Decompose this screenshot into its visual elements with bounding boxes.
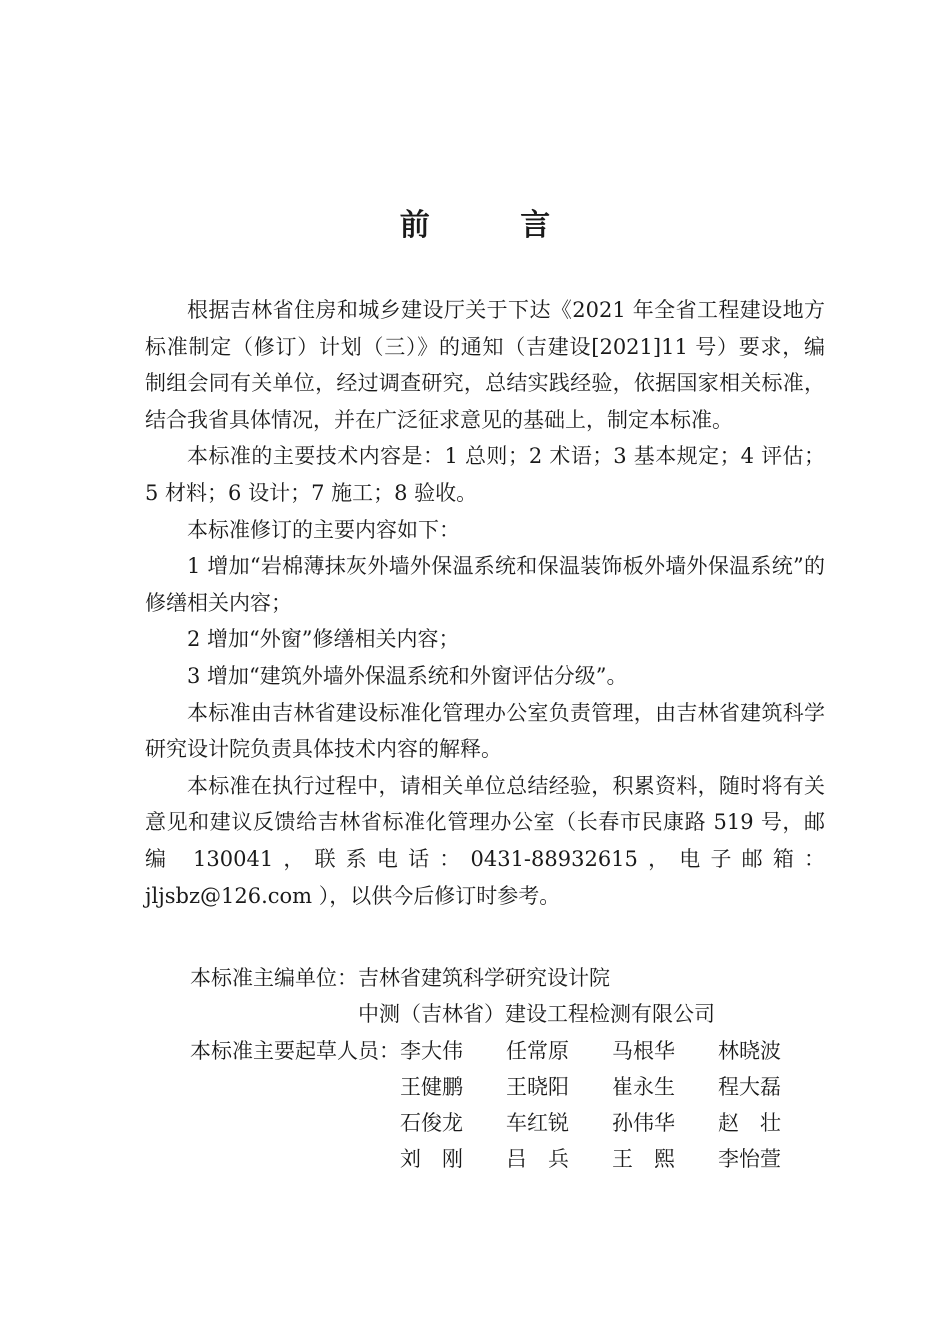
drafter-name: 石俊龙	[400, 1111, 463, 1136]
credits	[190, 960, 830, 1178]
editor-unit: 吉林省建筑科学研究设计院	[358, 966, 610, 990]
paragraph: 1 增加“岩棉薄抹灰外墙外保温系统和保温装饰板外墙外保温系统”的修缮相关内容；	[145, 554, 825, 615]
editor-units	[190, 960, 830, 1033]
drafter-name: 刘刚	[400, 1147, 484, 1172]
editor-units-label: 本标准主编单位：	[190, 966, 358, 990]
drafter-name: 任常原	[506, 1038, 569, 1063]
drafters-list	[400, 1033, 824, 1178]
drafter-name: 孙伟华	[612, 1111, 675, 1136]
drafter-name: 王晓阳	[506, 1074, 569, 1099]
drafter-name: 吕兵	[506, 1147, 590, 1172]
drafter-name: 王熙	[612, 1147, 696, 1172]
editor-unit: 中测（吉林省）建设工程检测有限公司	[358, 1002, 715, 1027]
drafters	[190, 1033, 830, 1178]
paragraph: 本标准由吉林省建设标准化管理办公室负责管理，由吉林省建筑科学研究设计院负责具体技术内容的解释。	[145, 700, 825, 762]
drafter-name: 马根华	[612, 1038, 675, 1063]
drafter-name: 王健鹏	[400, 1074, 463, 1099]
drafter-name: 赵壮	[718, 1111, 802, 1136]
drafter-name: 程大磊	[718, 1074, 781, 1099]
paragraph: 本标准修订的主要内容如下：	[187, 517, 460, 542]
paragraph: 根据吉林省住房和城乡建设厅关于下达《2021 年全省工程建设地方标准制定（修订）计划（三）》的通知（吉建设[2021]11 号）要求，编制组会同有关单位，经过调查研究，总结实践经验，依据国家相关标准，结合我省具体情况，并在广泛征求意见的基础上，制定本标准。	[145, 298, 825, 432]
page-title: 前 言	[399, 208, 591, 243]
drafter-name: 林晓波	[718, 1038, 781, 1063]
paragraph: 2 增加“外窗”修缮相关内容；	[187, 627, 460, 652]
preface-body	[145, 292, 825, 914]
editor-units-list	[358, 960, 715, 1033]
drafter-name: 车红锐	[506, 1111, 569, 1136]
paragraph: 本标准在执行过程中，请相关单位总结经验，积累资料，随时将有关意见和建议反馈给吉林省标准化管理办公室（长春市民康路 519 号，邮编 130041，联系电话：0431-88932615，电子邮箱：jljsbz@126.com ），以供今后修订时参考。	[145, 773, 825, 908]
drafter-name: 李怡萱	[718, 1147, 781, 1172]
paragraph: 3 增加“建筑外墙外保温系统和外窗评估分级”。	[187, 663, 628, 688]
drafters-label: 本标准主要起草人员：	[190, 1038, 400, 1063]
paragraph: 本标准的主要技术内容是：1 总则；2 术语；3 基本规定；4 评估；5 材料；6 设计；7 施工；8 验收。	[145, 444, 825, 505]
drafter-name: 崔永生	[612, 1074, 675, 1099]
drafter-name: 李大伟	[400, 1038, 463, 1063]
